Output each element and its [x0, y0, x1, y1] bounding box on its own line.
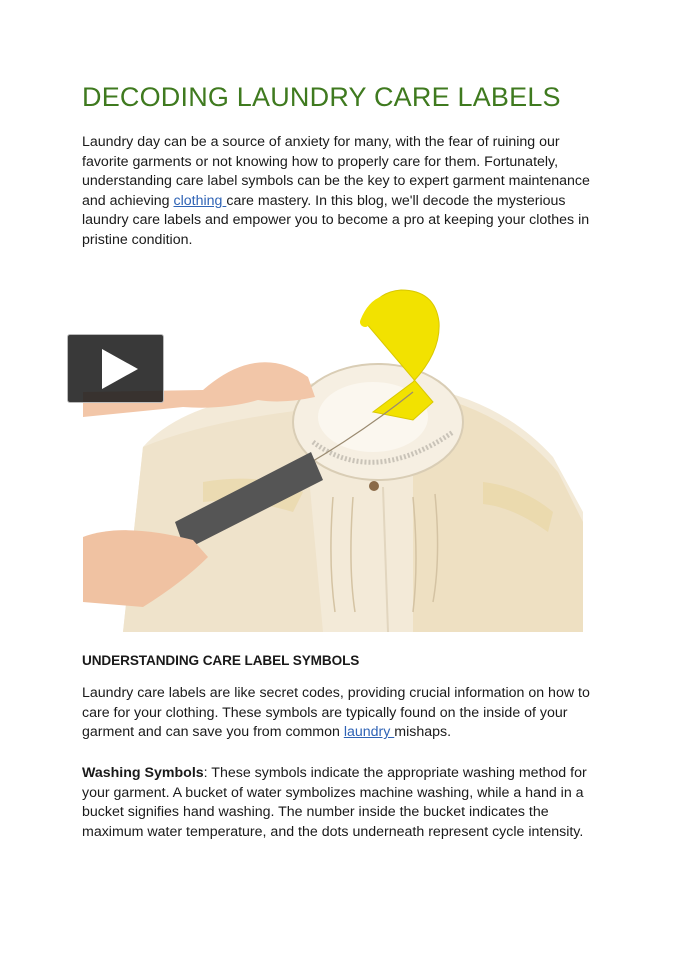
care-labels-text-start: Laundry care labels are like secret codes, providing crucial information on how to care for your clothing. These symbols are typically found on the inside of your garment and can save you from common [82, 685, 590, 741]
play-video-button[interactable] [67, 334, 164, 403]
care-labels-text-end: mishaps. [394, 724, 452, 741]
laundry-link[interactable]: laundry [343, 724, 395, 741]
section-heading: UNDERSTANDING CARE LABEL SYMBOLS [82, 653, 360, 668]
washing-symbols-text: : These symbols indicate the appropriate washing method for your garment. A bucket of water symbolizes machine washing, while a hand in a bucket signifies hand washing. The number inside the bucket indicates the maximum water temperature, and the dots underneath represent cycle intensity. [82, 765, 587, 840]
care-labels-paragraph [82, 684, 602, 743]
play-icon [102, 349, 138, 389]
page-title: DECODING LAUNDRY CARE LABELS [82, 82, 561, 112]
intro-paragraph [82, 133, 602, 251]
intro-text-end: care mastery. In this blog, we'll decode the mysterious laundry care labels and empower you to become a pro at keeping your clothes in pristine condition. [82, 192, 590, 248]
washing-symbols-label: Washing Symbols [82, 765, 204, 781]
washing-symbols-paragraph [82, 764, 602, 842]
intro-text-start: Laundry day can be a source of anxiety for many, with the fear of ruining our favorite garments or not knowing how to properly care for them. Fortunately, understanding care label symbols can be the key to expert garment maintenance and achieving [82, 134, 590, 209]
clothing-link[interactable]: clothing [173, 192, 227, 209]
